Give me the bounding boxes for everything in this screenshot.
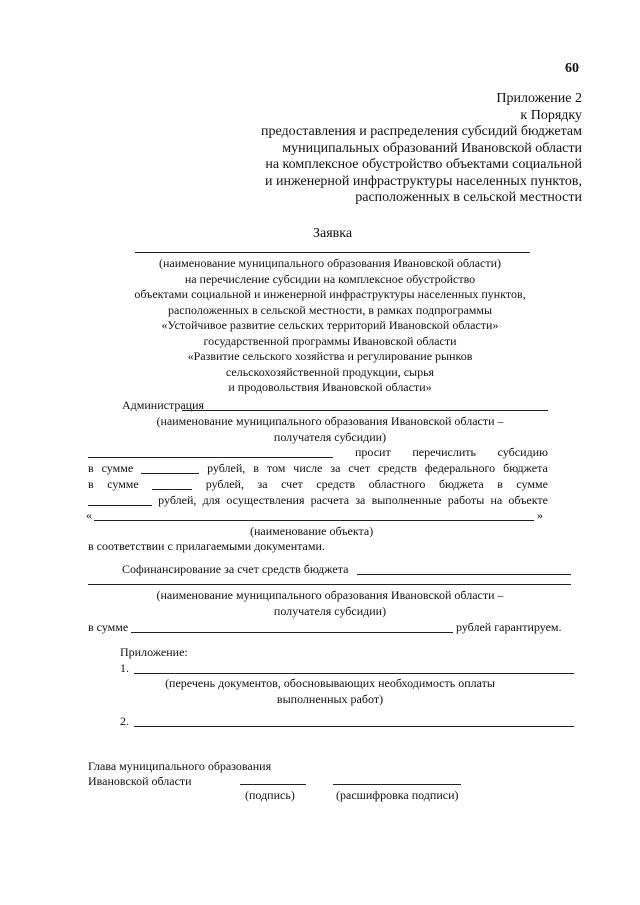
regional-row (88, 477, 548, 492)
word: в (88, 461, 94, 475)
guarantee-text: рублей гарантируем. (456, 620, 562, 634)
quote-close: » (537, 508, 543, 522)
word: работы (447, 493, 485, 507)
cofinancing-caption (100, 588, 560, 619)
signature-title-2: Ивановской области (88, 774, 192, 788)
word: бюджета (438, 477, 484, 491)
header-line: Приложение 2 (496, 91, 582, 106)
word: в (253, 461, 259, 475)
signature-field[interactable] (240, 784, 306, 785)
signature-caption: (подпись) (245, 788, 295, 802)
recipient-caption (100, 414, 560, 445)
federal-sum-field[interactable] (141, 461, 199, 474)
word: за (330, 461, 341, 475)
word: рублей, (205, 477, 244, 491)
word: сумме (101, 461, 134, 475)
word: областного (368, 477, 426, 491)
caption-line: получателя субсидии) (273, 603, 387, 618)
intro-line: объектами социальной и инженерной инфраструктуры населенных пунктов, (134, 287, 526, 301)
request-row (355, 445, 548, 460)
cofinancing-field[interactable] (357, 574, 571, 575)
word: для (202, 493, 221, 507)
administration-field[interactable] (182, 410, 548, 411)
word: рублей, (207, 461, 246, 475)
intro-line: на перечисление субсидии на комплексное обустройство (184, 271, 476, 286)
header-line: расположенных в сельской местности (355, 190, 582, 205)
word: за (257, 477, 268, 491)
intro-line: (наименование муниципального образования Ивановской области) (158, 256, 502, 270)
header-line: и инженерной инфраструктуры населенных пунктов, (265, 173, 582, 189)
cofinancing-field-2[interactable] (88, 584, 571, 585)
word: средств (378, 461, 417, 475)
header-line: муниципальных образований Ивановской области (282, 140, 582, 156)
word: на (490, 493, 503, 507)
word: перечислить (412, 445, 477, 459)
recipient-field[interactable] (88, 457, 333, 458)
word: за (355, 493, 366, 507)
object-row (88, 493, 548, 508)
intro-line: расположенных в сельской местности, в рамках подпрограммы (167, 302, 493, 317)
guarantee-sum-field[interactable] (131, 632, 453, 633)
word: в (88, 477, 94, 491)
word: счет (348, 461, 371, 475)
attachment-item-2: 2. (120, 714, 129, 728)
caption-line: (перечень документов, обосновывающих необходимость оплаты (165, 676, 495, 690)
header-line: предоставления и распределения субсидий бюджетам (260, 124, 582, 139)
word: расчета (310, 493, 350, 507)
word: средств (316, 477, 356, 491)
intro-line: государственной программы Ивановской области (203, 333, 457, 348)
intro-line: «Развитие сельского хозяйства и регулирование рынков (187, 349, 473, 363)
regional-sum-field[interactable] (152, 477, 192, 490)
attachment-item-1: 1. (120, 661, 129, 675)
word: бюджета (503, 461, 548, 475)
word: федерального (424, 461, 496, 475)
municipality-line (135, 252, 530, 253)
attachment-label: Приложение: (120, 645, 188, 659)
document-title: Заявка (313, 226, 353, 241)
caption-line: выполненных работ) (276, 691, 384, 706)
caption-line: получателя субсидии) (273, 429, 387, 444)
page-number: 60 (565, 61, 579, 76)
word: осуществления (226, 493, 305, 507)
word: объекте (508, 493, 548, 507)
header-line: к Порядку (520, 107, 582, 123)
word: сумме (516, 477, 548, 491)
word: в (497, 477, 503, 491)
intro-line: и продовольствия Ивановской области» (228, 380, 432, 394)
word: счет (281, 477, 303, 491)
attachment-caption (100, 676, 560, 707)
signature-title-1: Глава муниципального образования (88, 759, 272, 773)
administration-label: Администрация (122, 398, 205, 412)
word: рублей, (158, 493, 197, 507)
word: субсидию (497, 445, 548, 459)
documents-text: в соответствии с прилагаемыми документами. (88, 539, 325, 553)
attachment-field-2[interactable] (134, 726, 574, 727)
quote-open: « (86, 508, 92, 522)
header-line: на комплексное обустройство объектами социальной (265, 157, 582, 172)
caption-line: (наименование муниципального образования Ивановской области – (156, 588, 504, 602)
word: сумме (107, 477, 139, 491)
object-caption: (наименование объекта) (250, 524, 374, 538)
signature-decode-field[interactable] (333, 784, 461, 785)
word: числе (293, 461, 323, 475)
caption-line: (наименование муниципального образования Ивановской области – (156, 414, 504, 428)
sum-label: в сумме (88, 620, 129, 634)
intro-block (100, 256, 560, 396)
appendix-header (261, 91, 582, 207)
word: том (266, 461, 286, 475)
regional-amount-field[interactable] (88, 493, 152, 506)
decode-caption: (расшифровка подписи) (336, 788, 459, 802)
word: выполненные (371, 493, 442, 507)
attachment-field-1[interactable] (134, 673, 574, 674)
intro-line: «Устойчивое развитие сельских территорий Ивановской области» (161, 318, 499, 332)
word: просит (355, 445, 391, 459)
intro-line: сельскохозяйственной продукции, сырья (225, 364, 435, 379)
object-name-field[interactable] (94, 520, 534, 521)
federal-row (88, 461, 548, 476)
cofinancing-label: Софинансирование за счет средств бюджета (122, 562, 349, 576)
